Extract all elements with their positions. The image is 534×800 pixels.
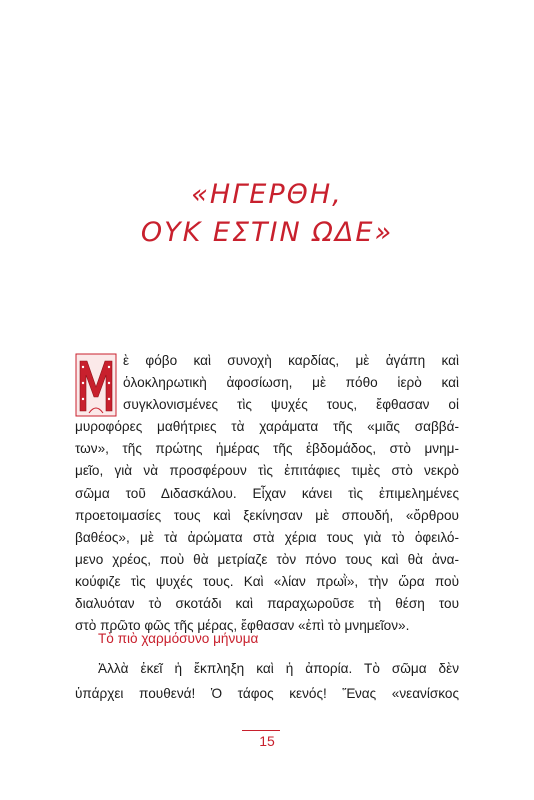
text-line: προετοιμασίες τους καὶ ξεκίνησαν μὲ σπουδή, «ὄρθρου xyxy=(75,507,459,523)
text-line: στὸ πρῶτο φῶς τῆς μέρας, ἔφθασαν «ἐπὶ τὸ μνημεῖον». xyxy=(75,618,410,634)
decorative-dropcap xyxy=(75,353,117,417)
text-line: μεῖο, γιὰ νὰ προσφέρουν τὶς ἐπιτάφιες τιμὲς στὸ νεκρὸ xyxy=(75,463,459,479)
text-line: σῶμα τοῦ Διδασκάλου. Εἶχαν κάνει τὶς ἐπιμελημένες xyxy=(75,485,459,501)
text-line: ὁλοκληρωτικὴ ἀφοσίωση, μὲ πόθο ἱερὸ καὶ xyxy=(123,375,459,391)
text-line: συγκλονισμένες τὶς ψυχές τους, ἔφθασαν οἱ xyxy=(123,397,459,413)
section-heading: Τὸ πιὸ χαρμόσυνο μήνυμα xyxy=(98,631,259,646)
text-line: μενο χρέος, ποὺ θὰ μετρίαζε τὸν πόνο τους καὶ θὰ ἀνα- xyxy=(75,551,459,567)
text-line: μυροφόρες μαθήτριες τὰ χαράματα τῆς «μιᾶς σαββά- xyxy=(75,419,459,435)
text-line: κούφιζε τὶς ψυχές τους. Καὶ «λίαν πρωῒ», τὴν ὥρα ποὺ xyxy=(75,573,459,589)
paragraph-2 xyxy=(75,657,459,706)
text-line: βαθέος», μὲ τὰ ἀρώματα στὰ χέρια τους γιὰ τὸ ὀφειλό- xyxy=(75,529,459,545)
text-line: διαλυόταν τὸ σκοτάδι καὶ παραχωροῦσε τὴ θέση του xyxy=(75,596,459,612)
text-line: των», τῆς πρώτης ἡμέρας τῆς ἑβδομάδος, στὸ μνημ- xyxy=(75,441,459,457)
chapter-title xyxy=(0,176,534,252)
text-line: Ἀλλὰ ἐκεῖ ἡ ἔκπληξη καὶ ἡ ἀπορία. Τὸ σῶμα δὲν xyxy=(98,661,459,676)
page-number: 15 xyxy=(259,733,275,749)
page-number-rule xyxy=(242,730,280,731)
text-line: ὲ φόβο καὶ συνοχὴ καρδίας, μὲ ἀγάπη καὶ xyxy=(123,353,459,368)
text-line: ὑπάρχει πουθενά! Ὁ τάφος κενός! Ἕνας «νεανίσκος xyxy=(75,685,459,701)
chapter-title-line-2: ΟΥΚ ΕΣΤΙΝ ΩΔΕ» xyxy=(140,217,394,248)
paragraph-1 xyxy=(75,350,459,637)
chapter-title-line-1: «ΗΓΕΡΘΗ, xyxy=(191,179,343,210)
